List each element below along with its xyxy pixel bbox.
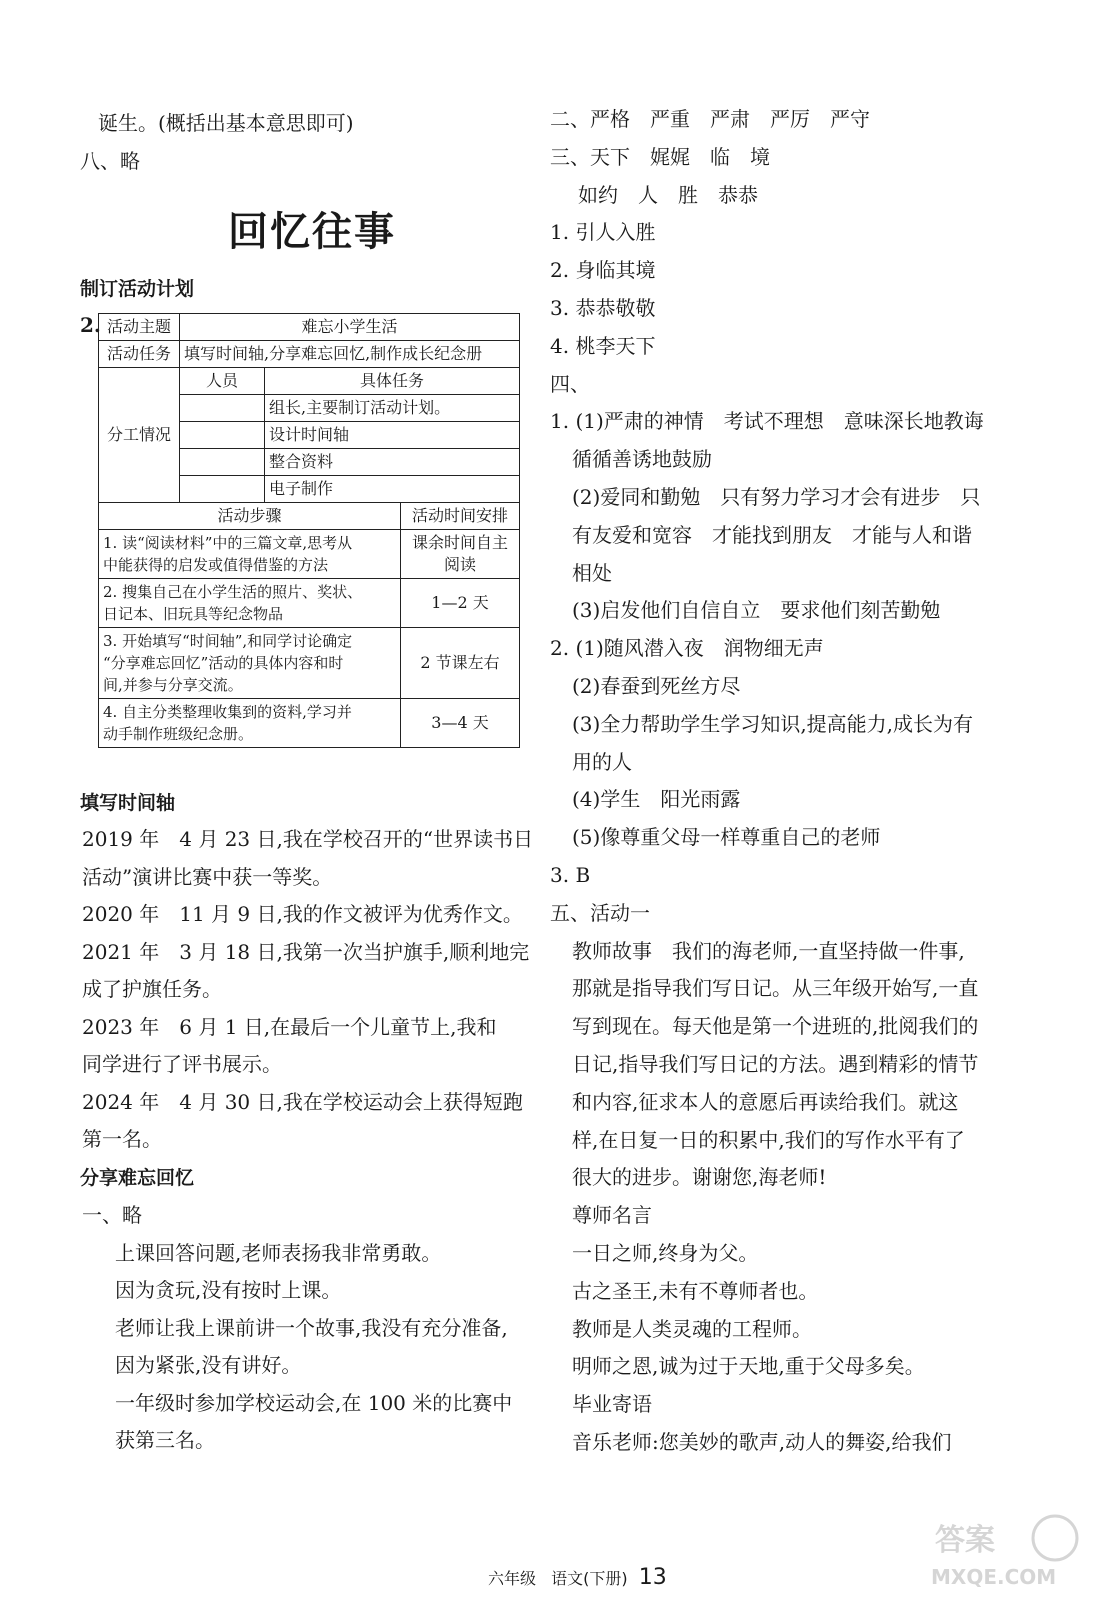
text-line: 一日之师,终身为父。 (572, 1241, 759, 1265)
text-line: 老师让我上课前讲一个故事,我没有充分准备, (115, 1315, 508, 1340)
section-share: 分享难忘回忆 (80, 1167, 195, 1189)
text-line: 相处 (572, 560, 612, 585)
text-line: 五、活动一 (550, 900, 650, 925)
footer-subject: 语文(下册) (551, 1569, 628, 1588)
text-line: 2023 年 6 月 1 日,在最后一个儿童节上,我和 (82, 1014, 497, 1039)
text-line: 因为紧张,没有讲好。 (115, 1353, 302, 1377)
step-text: 3. 开始填写“时间轴”,和同学讨论确定 (103, 632, 353, 650)
theme-value: 难忘小学生活 (180, 314, 520, 341)
text-line: 循循善诱地鼓励 (572, 447, 712, 472)
text-line: 2020 年 11 月 9 日,我的作文被评为优秀作文。 (82, 902, 523, 926)
text-line: 毕业寄语 (572, 1392, 652, 1417)
text-line: (5)像尊重父母一样尊重自己的老师 (572, 825, 881, 850)
text-line: 三、天下 娓娓 临 境 (550, 144, 770, 169)
section-timeline: 填写时间轴 (80, 792, 176, 814)
task-label: 活动任务 (99, 341, 180, 368)
step-text: 4. 自主分类整理收集到的资料,学习并 (103, 703, 352, 721)
theme-label: 活动主题 (99, 314, 180, 341)
text-line: 音乐老师:您美妙的歌声,动人的舞姿,给我们 (572, 1430, 952, 1454)
svg-text:答案: 答案 (935, 1523, 995, 1558)
step-row (99, 699, 401, 748)
text-line: 2. (1)随风潜入夜 润物细无声 (550, 636, 824, 661)
text-line: 3. B (550, 863, 591, 887)
text-line: 一、略 (82, 1203, 142, 1227)
table-number: 2. (80, 313, 101, 337)
section-plan: 制订活动计划 (80, 278, 195, 300)
time-header: 活动时间安排 (401, 503, 520, 530)
step-text: 中能获得的启发或值得借鉴的方法 (103, 556, 329, 574)
text-line: 一年级时参加学校运动会,在 100 米的比赛中 (115, 1390, 513, 1415)
steps-header: 活动步骤 (99, 503, 401, 530)
text-line: 同学进行了评书展示。 (82, 1052, 282, 1076)
text-line: 明师之恩,诚为过于天地,重于父母多矣。 (572, 1354, 925, 1379)
step-text: 间,并参与分享交流。 (103, 676, 243, 694)
text-line: 如约 人 胜 恭恭 (578, 182, 758, 207)
step-time-text: 课余时间自主 (411, 533, 508, 552)
text-line: 2021 年 3 月 18 日,我第一次当护旗手,顺利地完 (82, 939, 530, 964)
text-line: (2)春蚕到死丝方尽 (572, 674, 741, 698)
text-line: 尊师名言 (572, 1203, 652, 1228)
person-header: 人员 (180, 368, 265, 395)
step-text: “分享难忘回忆”活动的具体内容和时 (103, 654, 344, 672)
step-text: 2. 搜集自己在小学生活的照片、奖状、 (103, 583, 363, 601)
text-line: 成了护旗任务。 (82, 977, 222, 1001)
text-line: 那就是指导我们写日记。从三年级开始写,一直 (572, 976, 979, 1001)
text-line: 3. 恭恭敬敬 (550, 296, 656, 320)
text-line: 教师故事 我们的海老师,一直坚持做一件事, (572, 938, 965, 963)
step-time (401, 530, 520, 579)
text-line: (3)启发他们自信自立 要求他们刻苦勤勉 (572, 598, 941, 623)
text-line: 第一名。 (82, 1127, 162, 1151)
text-line: 1. 引人入胜 (550, 220, 656, 245)
page-number: 13 (638, 1565, 667, 1590)
text-line: 二、严格 严重 严肃 严厉 严守 (550, 107, 870, 131)
division-task: 整合资料 (265, 449, 520, 476)
step-time: 3—4 天 (401, 699, 520, 748)
step-time-text: 阅读 (443, 555, 476, 574)
step-row (99, 579, 401, 628)
text-line: 活动”演讲比赛中获一等奖。 (82, 864, 333, 889)
text-line: 上课回答问题,老师表扬我非常勇敢。 (115, 1240, 442, 1265)
division-task: 组长,主要制订活动计划。 (265, 395, 520, 422)
text-line: 2024 年 4 月 30 日,我在学校运动会上获得短跑 (82, 1089, 523, 1114)
watermark-text: MXQE.COM (931, 1565, 1057, 1589)
division-task: 设计时间轴 (265, 422, 520, 449)
footer-grade: 六年级 (488, 1569, 537, 1588)
step-text: 日记本、旧玩具等纪念物品 (103, 605, 284, 623)
continuation-line: 诞生。(概括出基本意思即可) (98, 111, 354, 135)
division-label: 分工情况 (99, 368, 180, 503)
activity-plan-table (98, 313, 520, 748)
step-row (99, 530, 401, 579)
text-line: 写到现在。每天他是第一个进班的,批阅我们的 (572, 1014, 979, 1039)
task-header: 具体任务 (265, 368, 520, 395)
text-line: (4)学生 阳光雨露 (572, 787, 741, 812)
text-line: 1. (1)严肃的神情 考试不理想 意味深长地教诲 (550, 409, 984, 434)
step-row (99, 628, 401, 699)
step-time: 2 节课左右 (401, 628, 520, 699)
text-line: 4. 桃李天下 (550, 333, 656, 358)
watermark-logo (925, 1510, 1085, 1590)
page-footer (488, 1565, 667, 1590)
text-line: 很大的进步。谢谢您,海老师! (572, 1165, 827, 1190)
division-task: 电子制作 (265, 476, 520, 503)
text-line: 因为贪玩,没有按时上课。 (115, 1278, 342, 1302)
step-text: 1. 读“阅读材料”中的三篇文章,思考从 (103, 534, 353, 552)
step-text: 动手制作班级纪念册。 (103, 725, 254, 743)
text-line: 2. 身临其境 (550, 258, 656, 283)
text-line: 教师是人类灵魂的工程师。 (572, 1316, 812, 1341)
text-line: (3)全力帮助学生学习知识,提高能力,成长为有 (572, 711, 974, 736)
text-line: 古之圣王,未有不尊师者也。 (572, 1278, 819, 1303)
text-line: 和内容,征求本人的意愿后再读给我们。就这 (572, 1089, 959, 1114)
text-line: 四、 (550, 371, 590, 396)
text-line: 用的人 (572, 749, 632, 774)
text-line: 获第三名。 (115, 1428, 215, 1452)
task-value: 填写时间轴,分享难忘回忆,制作成长纪念册 (180, 341, 520, 368)
text-line: 样,在日复一日的积累中,我们的写作水平有了 (572, 1127, 965, 1152)
text-line: 日记,指导我们写日记的方法。遇到精彩的情节 (572, 1052, 979, 1076)
text-line: 2019 年 4 月 23 日,我在学校召开的“世界读书日 (82, 827, 534, 851)
answer-eight: 八、略 (80, 149, 140, 173)
unit-title: 回忆往事 (228, 208, 396, 255)
step-time: 1—2 天 (401, 579, 520, 628)
text-line: (2)爱同和勤勉 只有努力学习才会有进步 只 (572, 485, 981, 509)
text-line: 有友爱和宽容 才能找到朋友 才能与人和谐 (572, 522, 972, 547)
